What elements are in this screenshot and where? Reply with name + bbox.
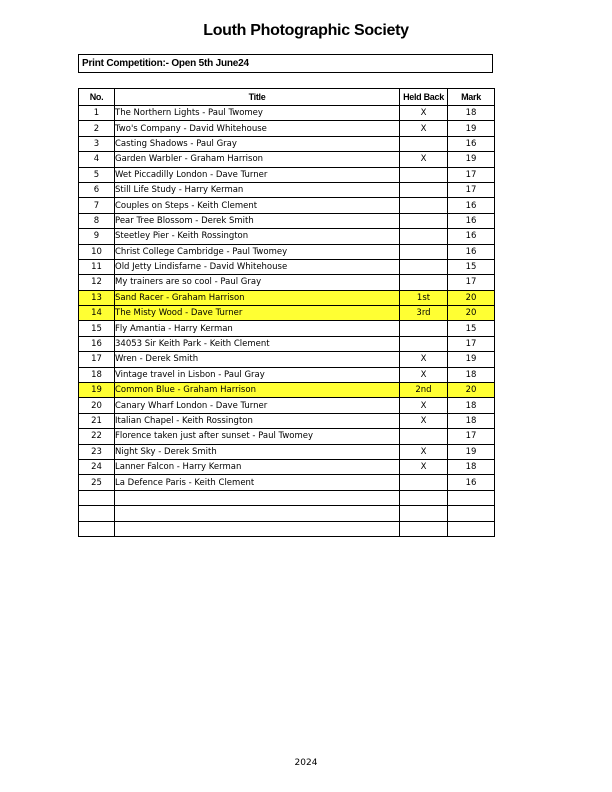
- row-title: Lanner Falcon - Harry Kerman: [115, 459, 400, 474]
- table-row: [79, 367, 495, 382]
- row-held-back: [400, 167, 448, 182]
- empty-cell: [400, 521, 448, 536]
- row-mark: 16: [448, 213, 495, 228]
- row-number: 19: [79, 383, 115, 398]
- table-row: [79, 429, 495, 444]
- table-header-row: [79, 89, 495, 106]
- column-header-no: No.: [79, 89, 115, 106]
- row-number: 18: [79, 367, 115, 382]
- table-row: [79, 336, 495, 351]
- empty-table-row: [79, 506, 495, 521]
- row-mark: 18: [448, 367, 495, 382]
- row-mark: 17: [448, 336, 495, 351]
- row-held-back: X: [400, 106, 448, 121]
- row-held-back: [400, 198, 448, 213]
- row-held-back: [400, 182, 448, 197]
- row-title: Fly Amantia - Harry Kerman: [115, 321, 400, 336]
- empty-cell: [115, 521, 400, 536]
- competition-title: Print Competition:- Open 5th June24: [78, 54, 493, 73]
- row-held-back: [400, 229, 448, 244]
- column-header-held-back: Held Back: [400, 89, 448, 106]
- row-number: 10: [79, 244, 115, 259]
- empty-table-row: [79, 521, 495, 536]
- row-title: Couples on Steps - Keith Clement: [115, 198, 400, 213]
- row-title: Common Blue - Graham Harrison: [115, 383, 400, 398]
- row-number: 20: [79, 398, 115, 413]
- row-title: Casting Shadows - Paul Gray: [115, 136, 400, 151]
- row-number: 13: [79, 290, 115, 305]
- table-row: [79, 152, 495, 167]
- row-mark: 17: [448, 167, 495, 182]
- row-mark: 15: [448, 321, 495, 336]
- row-held-back: 3rd: [400, 306, 448, 321]
- row-title: Sand Racer - Graham Harrison: [115, 290, 400, 305]
- row-title: Canary Wharf London - Dave Turner: [115, 398, 400, 413]
- row-number: 25: [79, 475, 115, 490]
- row-mark: 16: [448, 229, 495, 244]
- row-title: Italian Chapel - Keith Rossington: [115, 413, 400, 428]
- row-number: 15: [79, 321, 115, 336]
- table-row: [79, 106, 495, 121]
- row-number: 23: [79, 444, 115, 459]
- row-number: 8: [79, 213, 115, 228]
- row-title: Florence taken just after sunset - Paul Twomey: [115, 429, 400, 444]
- row-held-back: [400, 213, 448, 228]
- empty-cell: [448, 490, 495, 505]
- row-held-back: [400, 429, 448, 444]
- footer-year: 2024: [294, 758, 318, 768]
- table-row: [79, 182, 495, 197]
- row-mark: 19: [448, 444, 495, 459]
- table-row: [79, 383, 495, 398]
- results-table: [78, 88, 495, 537]
- row-held-back: 2nd: [400, 383, 448, 398]
- table-row: [79, 244, 495, 259]
- row-title: My trainers are so cool - Paul Gray: [115, 275, 400, 290]
- row-mark: 18: [448, 459, 495, 474]
- empty-cell: [115, 506, 400, 521]
- row-mark: 17: [448, 275, 495, 290]
- row-mark: 17: [448, 429, 495, 444]
- table-row: [79, 229, 495, 244]
- table-row: [79, 475, 495, 490]
- row-held-back: [400, 244, 448, 259]
- row-title: Garden Warbler - Graham Harrison: [115, 152, 400, 167]
- row-mark: 19: [448, 152, 495, 167]
- table-row: [79, 136, 495, 151]
- row-held-back: [400, 259, 448, 274]
- row-held-back: [400, 475, 448, 490]
- table-row: [79, 398, 495, 413]
- empty-cell: [115, 490, 400, 505]
- row-held-back: [400, 321, 448, 336]
- row-number: 22: [79, 429, 115, 444]
- row-held-back: X: [400, 152, 448, 167]
- row-title: Wet Piccadilly London - Dave Turner: [115, 167, 400, 182]
- row-held-back: X: [400, 398, 448, 413]
- column-header-mark: Mark: [448, 89, 495, 106]
- row-mark: 18: [448, 106, 495, 121]
- row-held-back: 1st: [400, 290, 448, 305]
- row-number: 14: [79, 306, 115, 321]
- row-number: 5: [79, 167, 115, 182]
- row-number: 12: [79, 275, 115, 290]
- table-row: [79, 306, 495, 321]
- row-title: Night Sky - Derek Smith: [115, 444, 400, 459]
- row-number: 16: [79, 336, 115, 351]
- table-row: [79, 290, 495, 305]
- row-title: Steetley Pier - Keith Rossington: [115, 229, 400, 244]
- row-held-back: [400, 136, 448, 151]
- table-row: [79, 444, 495, 459]
- page-title: Louth Photographic Society: [203, 22, 409, 39]
- row-number: 2: [79, 121, 115, 136]
- row-mark: 16: [448, 136, 495, 151]
- row-held-back: X: [400, 367, 448, 382]
- row-mark: 20: [448, 306, 495, 321]
- row-title: Old Jetty Lindisfarne - David Whitehouse: [115, 259, 400, 274]
- table-row: [79, 352, 495, 367]
- row-number: 24: [79, 459, 115, 474]
- empty-table-row: [79, 490, 495, 505]
- row-held-back: X: [400, 121, 448, 136]
- row-title: Christ College Cambridge - Paul Twomey: [115, 244, 400, 259]
- empty-cell: [400, 506, 448, 521]
- row-mark: 19: [448, 121, 495, 136]
- row-title: The Northern Lights - Paul Twomey: [115, 106, 400, 121]
- table-row: [79, 413, 495, 428]
- row-number: 6: [79, 182, 115, 197]
- row-held-back: X: [400, 413, 448, 428]
- empty-cell: [448, 506, 495, 521]
- empty-cell: [79, 521, 115, 536]
- row-mark: 17: [448, 182, 495, 197]
- table-row: [79, 121, 495, 136]
- row-mark: 18: [448, 413, 495, 428]
- empty-cell: [448, 521, 495, 536]
- column-header-title: Title: [115, 89, 400, 106]
- table-row: [79, 275, 495, 290]
- row-number: 9: [79, 229, 115, 244]
- table-row: [79, 459, 495, 474]
- results-table-body: [79, 106, 495, 537]
- table-row: [79, 321, 495, 336]
- empty-cell: [400, 490, 448, 505]
- row-number: 17: [79, 352, 115, 367]
- empty-cell: [79, 490, 115, 505]
- row-number: 21: [79, 413, 115, 428]
- row-mark: 20: [448, 383, 495, 398]
- row-title: Two's Company - David Whitehouse: [115, 121, 400, 136]
- row-title: Still Life Study - Harry Kerman: [115, 182, 400, 197]
- row-mark: 20: [448, 290, 495, 305]
- row-held-back: [400, 336, 448, 351]
- row-held-back: [400, 275, 448, 290]
- row-mark: 16: [448, 244, 495, 259]
- row-number: 1: [79, 106, 115, 121]
- row-mark: 15: [448, 259, 495, 274]
- row-mark: 16: [448, 198, 495, 213]
- row-number: 11: [79, 259, 115, 274]
- empty-cell: [79, 506, 115, 521]
- table-row: [79, 167, 495, 182]
- row-number: 7: [79, 198, 115, 213]
- row-held-back: X: [400, 444, 448, 459]
- table-row: [79, 198, 495, 213]
- row-title: La Defence Paris - Keith Clement: [115, 475, 400, 490]
- row-held-back: X: [400, 459, 448, 474]
- row-mark: 18: [448, 398, 495, 413]
- row-mark: 19: [448, 352, 495, 367]
- row-title: Pear Tree Blossom - Derek Smith: [115, 213, 400, 228]
- row-number: 4: [79, 152, 115, 167]
- row-title: The Misty Wood - Dave Turner: [115, 306, 400, 321]
- row-number: 3: [79, 136, 115, 151]
- row-mark: 16: [448, 475, 495, 490]
- table-row: [79, 259, 495, 274]
- row-title: Wren - Derek Smith: [115, 352, 400, 367]
- row-held-back: X: [400, 352, 448, 367]
- row-title: Vintage travel in Lisbon - Paul Gray: [115, 367, 400, 382]
- row-title: 34053 Sir Keith Park - Keith Clement: [115, 336, 400, 351]
- table-row: [79, 213, 495, 228]
